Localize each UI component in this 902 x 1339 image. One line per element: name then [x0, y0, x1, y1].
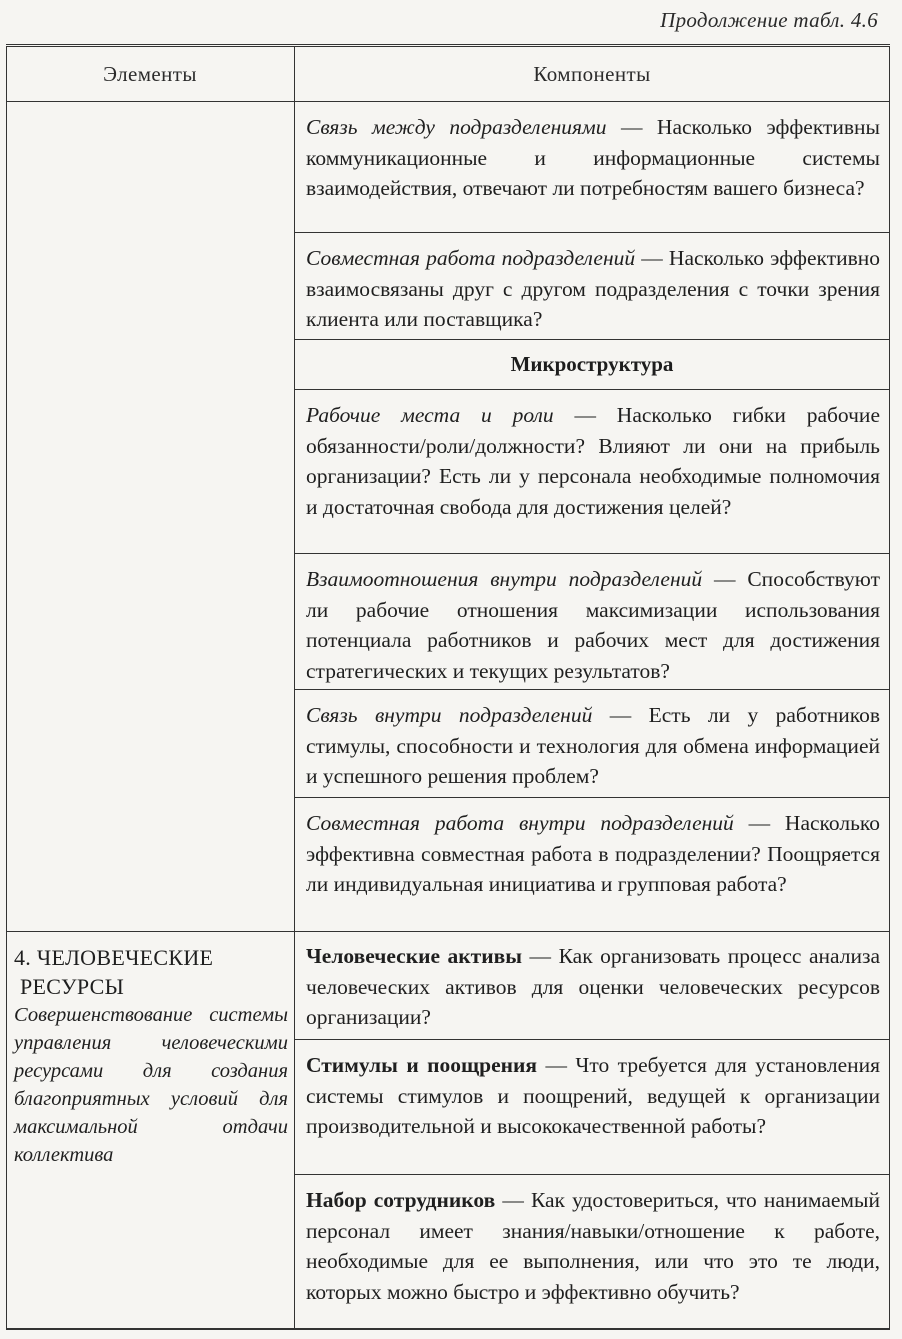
table-row [294, 931, 890, 1039]
row-text: — Способствуют ли рабочие отношения максимизации использования потенциала работников и рабочих мест для достижения стратегических и текущих результатов? [306, 567, 880, 683]
row-term: Совместная работа подразделений [306, 246, 636, 270]
row-text: — Что требуется для установления системы стимулов и поощрений, ведущей к организации производительной и высококачественной работы? [306, 1053, 881, 1138]
table-row [294, 797, 890, 931]
section-description: Совершенствование системы управления человеческими ресурсами для создания благоприятных условий для максимальной отдачи коллектива [14, 1004, 288, 1166]
row-term: Рабочие места и роли [306, 403, 554, 427]
row-text: — Насколько эффективна совместная работа в подразделении? Поощряется ли индивидуальная инициатива и групповая работа? [306, 811, 880, 896]
row-term: Связь между подразделениями [306, 115, 607, 139]
section-human-resources [14, 943, 288, 1169]
row-text: — Есть ли у работников стимулы, способности и технология для обмена информацией и успешного решения проблем? [306, 703, 880, 788]
table-row [294, 1039, 890, 1174]
header-elements: Элементы [6, 47, 294, 102]
table-row [294, 232, 890, 339]
components-table [6, 44, 890, 1330]
table-row [294, 553, 890, 689]
row-term: Совместная работа внутри подразделений [306, 811, 734, 835]
table-row [294, 102, 890, 232]
row-text: — Как удостовериться, что нанимаемый персонал имеет знания/навыки/отношение к работе, необходимые для ее выполнения, или что это те люди, которых можно быстро и эффективно обучить? [306, 1188, 880, 1304]
row-text: — Как организовать процесс анализа человеческих активов для оценки человеческих ресурсов организации? [306, 944, 880, 1029]
subheading-microstructure: Микроструктура [294, 339, 890, 389]
row-term: Взаимоотношения внутри подразделений [306, 567, 703, 591]
header-components: Компоненты [294, 47, 890, 102]
row-term: Человеческие активы [306, 944, 523, 968]
row-text: — Насколько эффективно взаимосвязаны друг с другом подразделения с точки зрения клиента или поставщика? [306, 246, 881, 331]
row-term: Набор сотрудников [306, 1188, 496, 1212]
row-text: — Насколько эффективны коммуникационные и информационные системы взаимодействия, отвечают ли потребностям вашего бизнеса? [306, 115, 880, 200]
table-row [294, 1174, 890, 1330]
table-row [294, 689, 890, 797]
row-term: Стимулы и поощрения [306, 1053, 538, 1077]
table-row [294, 389, 890, 553]
section-title-cont: РЕСУРСЫ [20, 974, 125, 999]
row-text: — Насколько гибки рабочие обязанности/роли/должности? Влияют ли они на прибыль организации? Есть ли у персонала необходимые полномочия и достаточная свобода для достижения целей? [306, 403, 880, 519]
row-term: Связь внутри подразделений [306, 703, 593, 727]
table-caption: Продолжение табл. 4.6 [660, 8, 878, 32]
section-title: 4. ЧЕЛОВЕЧЕСКИЕ [14, 945, 214, 970]
